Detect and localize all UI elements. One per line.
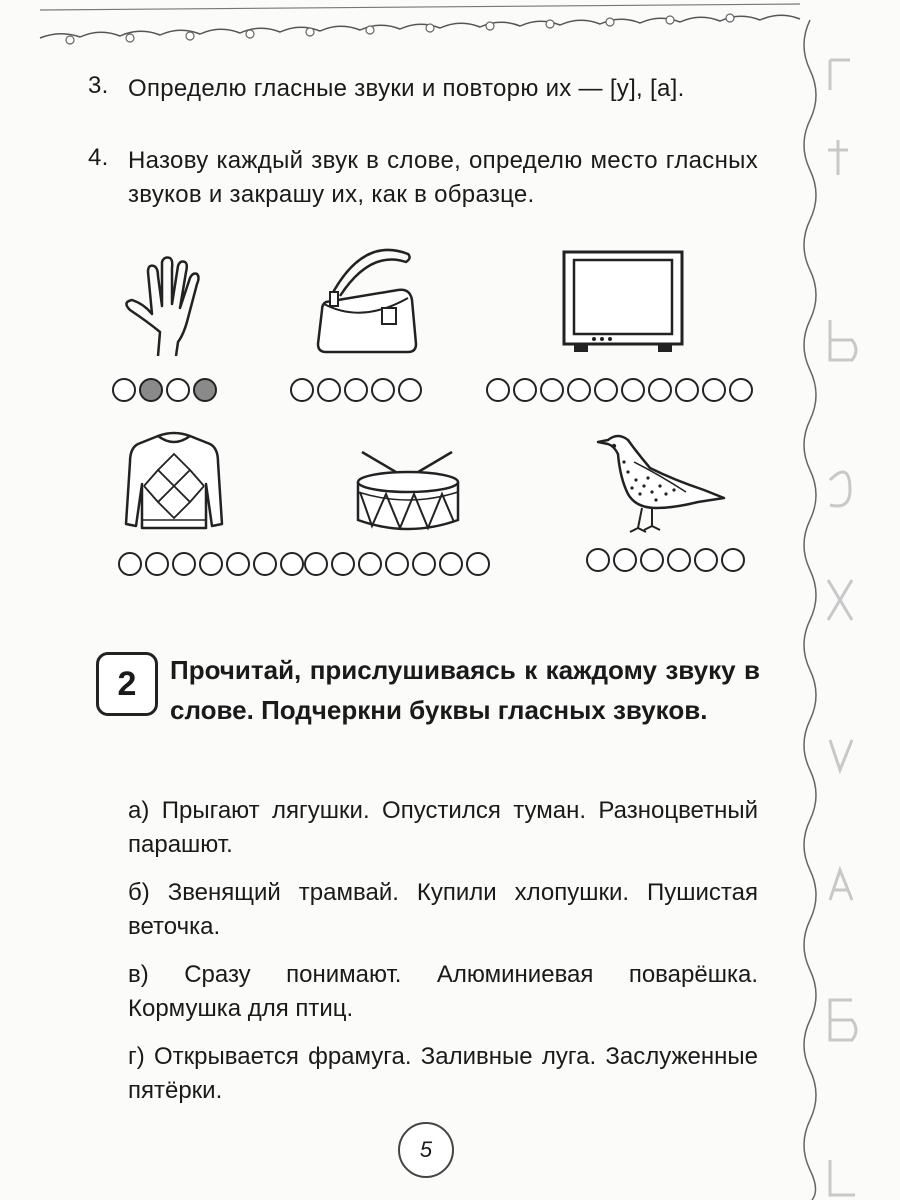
sound-circle[interactable] (439, 552, 463, 576)
sound-circle[interactable] (371, 378, 395, 402)
sound-circle[interactable] (304, 552, 328, 576)
sound-circle[interactable] (486, 378, 510, 402)
sound-circle[interactable] (694, 548, 718, 572)
sound-circles-bird (586, 548, 745, 572)
sound-circle[interactable] (667, 548, 691, 572)
sound-circle[interactable] (172, 552, 196, 576)
sound-circle[interactable] (721, 548, 745, 572)
tv-icon (560, 248, 686, 358)
sound-circle[interactable] (613, 548, 637, 572)
sound-circle[interactable] (729, 378, 753, 402)
handbag-icon (312, 248, 422, 360)
top-wavy-border (0, 0, 900, 60)
sound-circles-handbag (290, 378, 422, 402)
sentence-a: а) Прыгают лягушки. Опустился туман. Разноцветный парашют. (128, 797, 758, 858)
sound-circle[interactable] (331, 552, 355, 576)
sound-circle-vowel[interactable] (193, 378, 217, 402)
page-number: 5 (398, 1122, 454, 1178)
sound-circle[interactable] (317, 378, 341, 402)
sound-circle[interactable] (253, 552, 277, 576)
sound-circle[interactable] (199, 552, 223, 576)
sound-circle[interactable] (412, 552, 436, 576)
task-instruction: Прочитай, прислушиваясь к каждому звуку в слове. Подчеркни буквы гласных звуков. (170, 655, 760, 725)
sound-circle-vowel[interactable] (139, 378, 163, 402)
sound-circle[interactable] (640, 548, 664, 572)
sound-circle[interactable] (145, 552, 169, 576)
sound-circle[interactable] (398, 378, 422, 402)
sound-circle[interactable] (540, 378, 564, 402)
right-decorative-margin (790, 0, 900, 1200)
sound-circle[interactable] (166, 378, 190, 402)
sound-circle[interactable] (466, 552, 490, 576)
sound-circle[interactable] (621, 378, 645, 402)
step-number: 4. (88, 144, 109, 171)
sweater-icon (118, 428, 230, 540)
step-text: Определю гласные звуки и повторю их — [у], [а]. (128, 75, 685, 102)
sentence-d: г) Открывается фрамуга. Заливные луга. Заслуженные пятёрки. (128, 1043, 758, 1104)
sound-circle[interactable] (594, 378, 618, 402)
bird-icon (594, 432, 728, 536)
sentence-b: б) Звенящий трамвай. Купили хлопушки. Пушистая веточка. (128, 879, 758, 940)
sound-circle[interactable] (118, 552, 142, 576)
sound-circle[interactable] (702, 378, 726, 402)
sound-circle[interactable] (112, 378, 136, 402)
sound-circle[interactable] (385, 552, 409, 576)
sound-circles-sweater (118, 552, 304, 576)
sound-circle[interactable] (358, 552, 382, 576)
task-number-badge: 2 (96, 652, 158, 716)
sound-circle[interactable] (226, 552, 250, 576)
sound-circles-drum (304, 552, 490, 576)
sound-circle[interactable] (344, 378, 368, 402)
sound-circle[interactable] (513, 378, 537, 402)
sound-circle[interactable] (280, 552, 304, 576)
step-text: Назову каждый звук в слове, определю место гласных звуков и закрашу их, как в образце. (128, 147, 758, 208)
sound-circle[interactable] (675, 378, 699, 402)
drum-icon (352, 448, 464, 534)
hand-icon (118, 252, 218, 362)
step-number: 3. (88, 72, 109, 99)
sound-circle[interactable] (290, 378, 314, 402)
sound-circles-hand (112, 378, 217, 402)
sound-circle[interactable] (648, 378, 672, 402)
sound-circle[interactable] (586, 548, 610, 572)
sound-circles-tv (486, 378, 753, 402)
sound-circle[interactable] (567, 378, 591, 402)
sentence-c: в) Сразу понимают. Алюминиевая поварёшка. Кормушка для птиц. (128, 961, 758, 1022)
